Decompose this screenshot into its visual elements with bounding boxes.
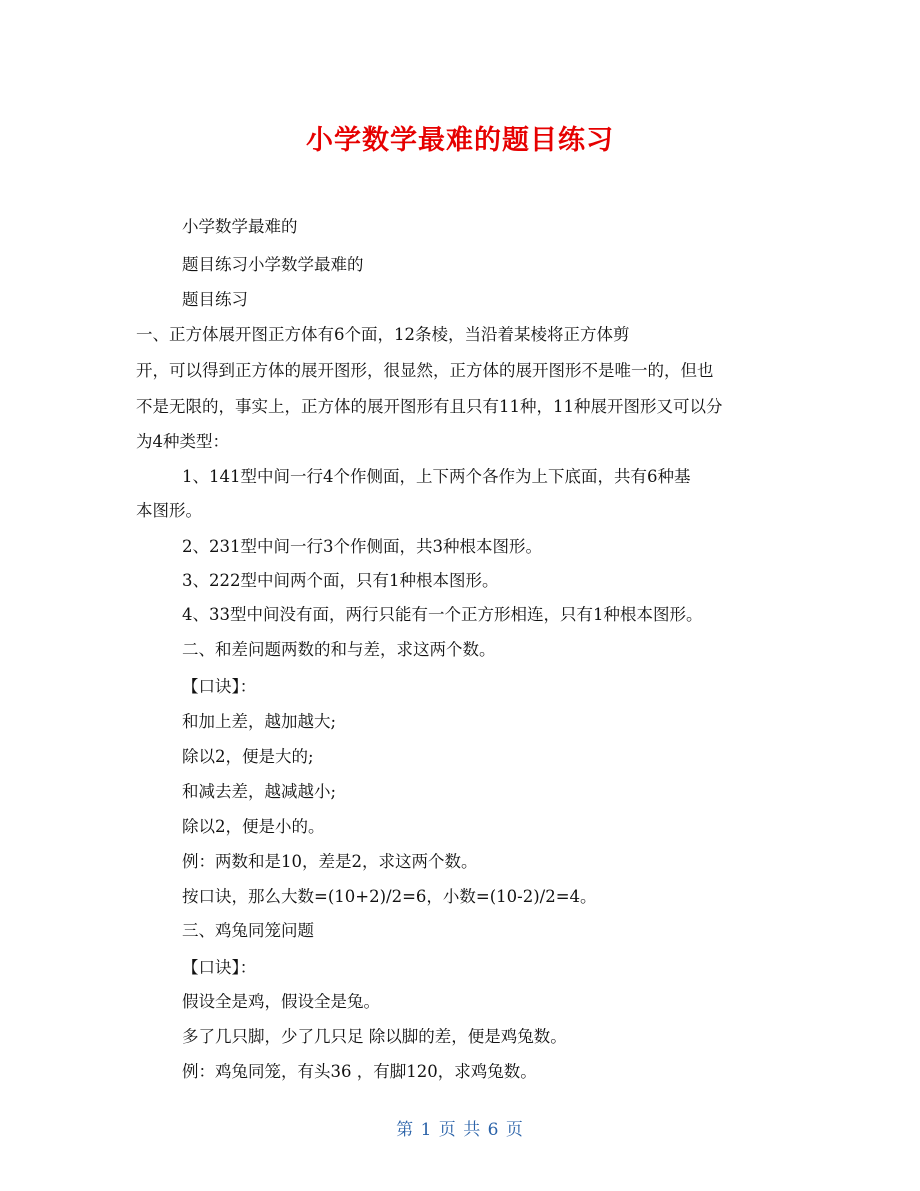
body-line: 除以2，便是小的。: [182, 817, 325, 836]
body-line: 4、33型中间没有面，两行只能有一个正方形相连，只有1种根本图形。: [182, 605, 703, 624]
body-line: 【口诀】：: [182, 958, 257, 977]
body-line: 2、231型中间一行3个作侧面，共3种根本图形。: [182, 537, 542, 556]
body-line: 例：鸡兔同笼，有头36 ，有脚120，求鸡兔数。: [182, 1062, 537, 1081]
body-line: 例：两数和是10，差是2，求这两个数。: [182, 852, 478, 871]
body-line: 和加上差，越加越大;: [182, 712, 337, 731]
body-line: 3、222型中间两个面，只有1种根本图形。: [182, 571, 499, 590]
body-line: 开，可以得到正方体的展开图形，很显然，正方体的展开图形不是唯一的，但也: [136, 361, 714, 380]
page-number-footer: 第 1 页 共 6 页: [396, 1120, 524, 1140]
body-line: 不是无限的，事实上，正方体的展开图形有且只有11种，11种展开图形又可以分: [136, 397, 723, 416]
body-line: 【口诀】：: [182, 677, 257, 696]
body-line: 和减去差，越减越小;: [182, 782, 337, 801]
body-line: 假设全是鸡，假设全是兔。: [182, 992, 380, 1011]
body-line: 1、141型中间一行4个作侧面，上下两个各作为上下底面，共有6种基: [182, 467, 691, 486]
body-line: 题目练习小学数学最难的: [182, 255, 364, 274]
section-heading: 三、鸡兔同笼问题: [182, 921, 314, 940]
body-line: 为4种类型：: [136, 432, 229, 451]
section-heading: 二、和差问题两数的和与差，求这两个数。: [182, 640, 496, 659]
body-line: 按口诀，那么大数=(10+2)/2=6，小数=(10-2)/2=4。: [182, 887, 597, 906]
body-line: 除以2，便是大的;: [182, 747, 314, 766]
body-line: 题目练习: [182, 290, 248, 309]
document-title: 小学数学最难的题目练习: [306, 125, 614, 156]
body-line: 小学数学最难的: [182, 217, 298, 236]
body-line: 一、正方体展开图正方体有6个面，12条棱，当沿着某棱将正方体剪: [136, 325, 630, 344]
body-line: 本图形。: [136, 501, 202, 520]
body-line: 多了几只脚，少了几只足 除以脚的差，便是鸡兔数。: [182, 1027, 567, 1046]
